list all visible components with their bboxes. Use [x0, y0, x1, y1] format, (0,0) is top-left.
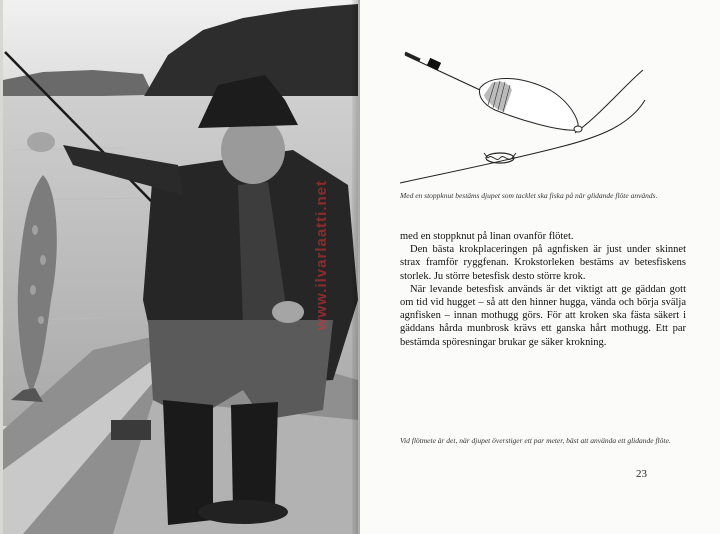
figure-caption-bottom: Vid flötmete är det, när djupet överstiger ett par meter, bäst att använda ett glidande flöte.	[400, 436, 671, 445]
paragraph: När levande betesfisk används är det viktigt att ge gäddan gott om tid vid hugget – så att den hinner hugga, vända och börja svälja agnfisken – innan mothugg görs. För att kroken ska fästa säkert i gäddans hårda munbrosk krävs ett ganska hårt mothugg. Ett par bestämda spöresningar brukar ge säker krokning.	[400, 283, 686, 348]
float-icon	[480, 78, 582, 132]
page-number: 23	[636, 468, 647, 480]
watermark-label: www.ilvarlaatti.net	[313, 180, 330, 331]
sliding-float-stopper-knot-diagram	[400, 40, 690, 190]
paragraph: Den bästa krokplaceringen på agnfisken är just under skinnet strax framför ryggfenan. Krokstorleken bestäms av betesfiskens storlek. Ju större betesfisk desto större krok.	[400, 244, 686, 282]
right-page	[360, 0, 720, 534]
angler-holding-pike-photo	[3, 0, 358, 534]
body-text	[400, 230, 686, 349]
figure-caption-top: Med en stoppknut bestäms djupet som tacklet ska fiska på när glidande flöte används.	[400, 191, 658, 200]
paragraph: med en stoppknut på linan ovanför flötet.	[400, 231, 574, 242]
